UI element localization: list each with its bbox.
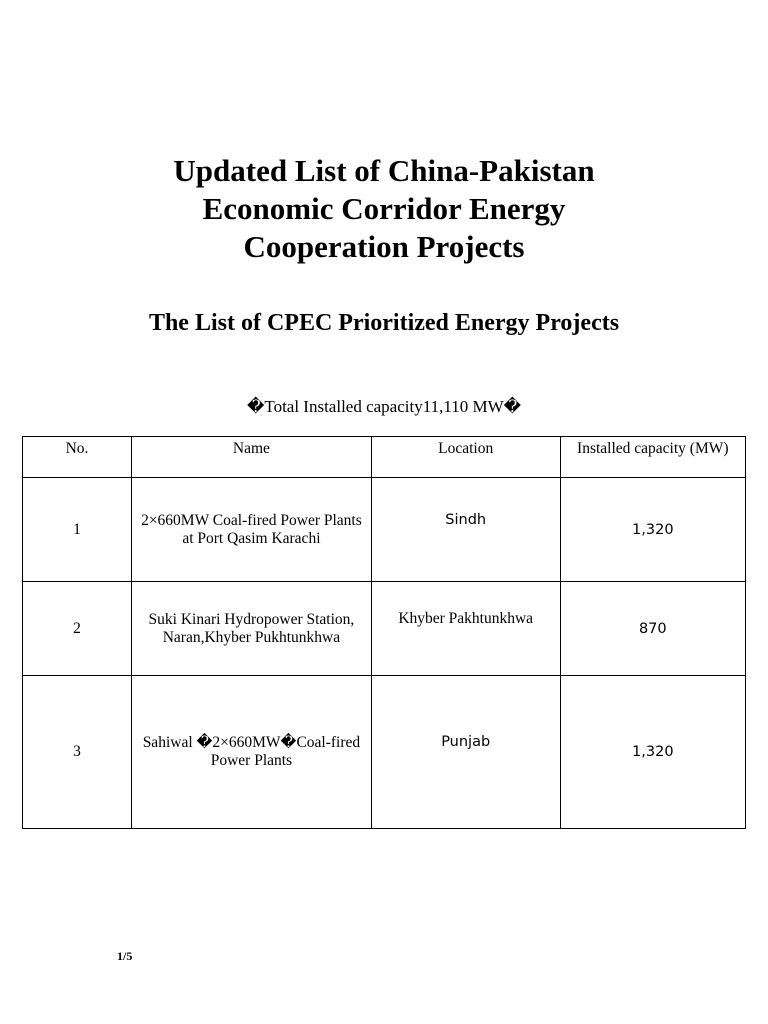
header-no: No.: [23, 437, 132, 478]
location-text: Sindh: [445, 511, 487, 528]
cell-no: 3: [23, 676, 132, 829]
cell-no: 1: [23, 478, 132, 582]
document-subtitle: The List of CPEC Prioritized Energy Projects: [148, 310, 620, 336]
location-text: Punjab: [441, 734, 491, 750]
cell-capacity: 870: [560, 582, 745, 676]
table-row: [23, 582, 746, 676]
cell-name: 2×660MW Coal-fired Power Plants at Port Qasim Karachi: [132, 478, 372, 582]
document-title: Updated List of China-Pakistan Economic Corridor Energy Cooperation Projects: [173, 153, 595, 264]
cell-location: [371, 582, 560, 676]
header-capacity: Installed capacity (MW): [560, 437, 745, 478]
location-text: Khyber Pakhtunkhwa: [398, 609, 534, 627]
page-number: 1/5: [117, 949, 133, 963]
header-location: Location: [371, 437, 560, 478]
cell-capacity: 1,320: [560, 478, 745, 582]
table-header-row: [23, 437, 746, 478]
table-row: [23, 478, 746, 582]
cell-location: [371, 478, 560, 582]
cell-name: Suki Kinari Hydropower Station, Naran,Khyber Pukhtunkhwa: [132, 582, 372, 676]
cell-no: 2: [23, 582, 132, 676]
table-row: [23, 676, 746, 829]
energy-projects-table: [22, 436, 746, 829]
total-capacity-note: �Total Installed capacity11,110 MW�: [246, 397, 522, 416]
cell-location: [371, 676, 560, 829]
cell-name: Sahiwal �2×660MW�Coal-fired Power Plants: [132, 676, 372, 829]
header-name: Name: [132, 437, 372, 478]
cell-capacity: 1,320: [560, 676, 745, 829]
